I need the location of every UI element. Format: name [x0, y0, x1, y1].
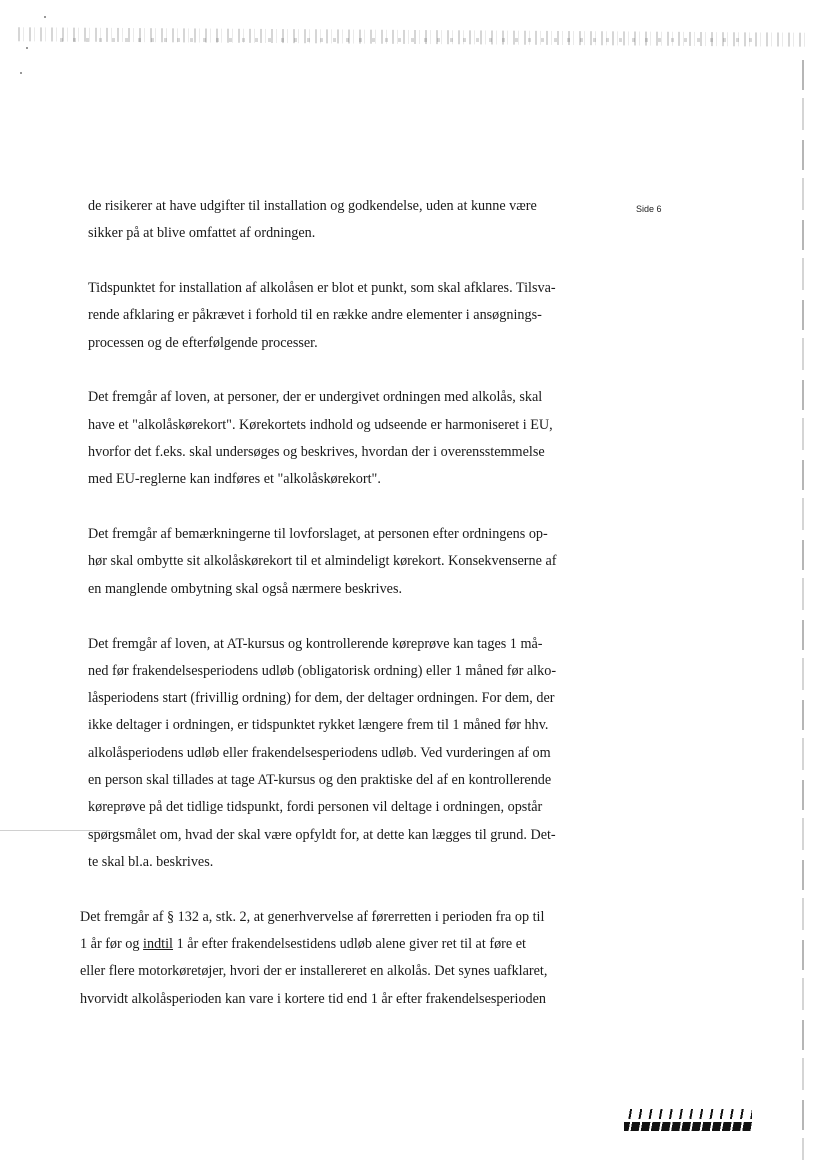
underlined-word: indtil [143, 936, 174, 953]
paragraph [88, 193, 616, 248]
scan-speck [44, 16, 46, 18]
text-line: sikker på at blive omfattet af ordningen. [88, 225, 316, 242]
paragraph-spacer [88, 876, 616, 904]
paragraph [88, 631, 616, 877]
text-line: hør skal ombytte sit alkolåskørekort til et almindeligt kørekort. Konsekvenserne af [88, 553, 557, 570]
text-line: en person skal tillades at tage AT-kursus og den praktiske del af en kontrollerende [88, 772, 552, 789]
text-line: med EU-reglerne kan indføres et "alkolåskørekort". [88, 471, 381, 488]
text-line: de risikerer at have udgifter til installation og godkendelse, uden at kunne være [88, 198, 537, 214]
text-line: eller flere motorkøretøjer, hvori der er installereret en alkolås. Det synes uafklaret, [80, 963, 548, 980]
text-line: spørgsmålet om, hvad der skal være opfyldt for, at dette kan lægges til grund. Det- [88, 826, 556, 843]
text-line: en manglende ombytning skal også nærmere beskrives. [88, 580, 403, 597]
text-line: te skal bl.a. beskrives. [88, 853, 214, 870]
paragraph-spacer [88, 494, 616, 522]
text-line: rende afklaring er påkrævet i forhold til en række andre elementer i ansøgnings- [88, 307, 542, 324]
text-line: ikke deltager i ordningen, er tidspunktet rykket længere frem til 1 måned før hhv. [88, 717, 549, 734]
paragraph [88, 521, 616, 603]
text-line: hvorfor det f.eks. skal undersøges og beskrives, hvordan der i overensstemmelse [88, 444, 545, 461]
text-line: processen og de efterfølgende processer. [88, 334, 318, 351]
text-line: ned før frakendelsesperiodens udløb (obligatorisk ordning) eller 1 måned før alko- [88, 662, 557, 679]
page-number: Side 6 [636, 204, 662, 214]
text-line: Tidspunktet for installation af alkolåsen er blot et punkt, som skal afklares. Tilsva- [88, 280, 556, 297]
text-line: Det fremgår af § 132 a, stk. 2, at generhvervelse af førerretten i perioden fra op til [80, 908, 545, 925]
barcode-row-lower [624, 1122, 752, 1131]
text-line: låsperiodens start (frivillig ordning) for dem, der deltager ordningen. For dem, der [88, 690, 555, 707]
paragraph [88, 384, 616, 493]
scan-speck [20, 72, 22, 74]
text-line: køreprøve på det tidlige tidspunkt, fordi personen vil deltage i ordningen, opstår [88, 799, 543, 816]
text-line: hvorvidt alkolåsperioden kan vare i kortere tid end 1 år efter frakendelsesperioden [80, 990, 547, 1007]
scan-artifact-top-secondary [60, 38, 760, 42]
text-line: have et "alkolåskørekort". Kørekortets indhold og udseende er harmoniseret i EU, [88, 416, 553, 433]
paragraph-spacer [88, 248, 616, 276]
scan-artifact-right-edge [802, 60, 804, 1160]
scan-artifact-top [18, 27, 808, 47]
paragraph [88, 275, 616, 357]
text-line: Det fremgår af bemærkningerne til lovforslaget, at personen efter ordningens op- [88, 526, 548, 543]
barcode-row-upper [624, 1109, 752, 1119]
paragraph-spacer [88, 357, 616, 385]
scan-speck [26, 47, 28, 49]
text-line: Det fremgår af loven, at AT-kursus og kontrollerende køreprøve kan tages 1 må- [88, 635, 543, 652]
document-body [80, 193, 616, 1013]
barcode [624, 1109, 752, 1131]
paragraph-spacer [88, 603, 616, 631]
text-line: alkolåsperiodens udløb eller frakendelsesperiodens udløb. Ved vurderingen af om [88, 744, 551, 761]
text-line-end: 1 år efter frakendelsestidens udløb alene giver ret til at føre et [173, 936, 526, 953]
paragraph [80, 904, 616, 1013]
text-line: Det fremgår af loven, at personer, der er undergivet ordningen med alkolås, skal [88, 389, 543, 406]
text-line-start: 1 år før og [80, 936, 144, 953]
